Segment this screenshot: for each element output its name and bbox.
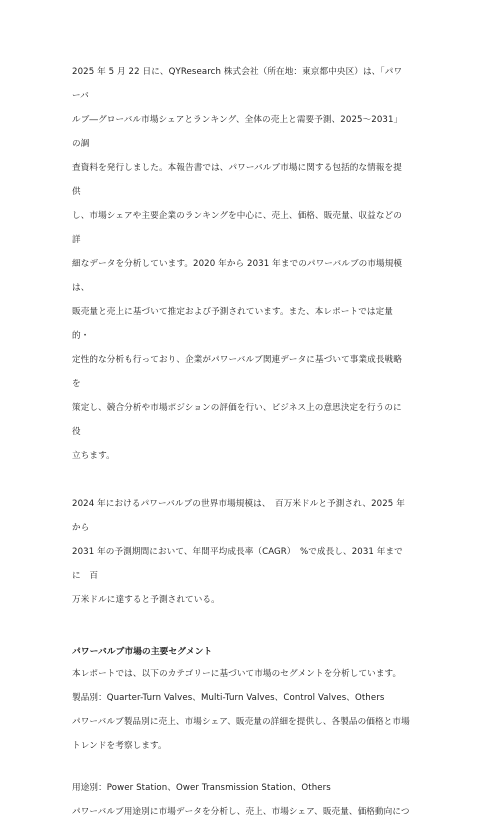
application-segment-description: パワーバルブ用途別に市場データを分析し、売上、市場シェア、販売量、価格動向につ <box>72 807 410 817</box>
intro-paragraph: 2025 年 5 月 22 日に、QYResearch 株式会社（所在地：東京都中央区）は、「パワーバ ルブ―グローバル市場シェアとランキング、全体の売上と需要予測、2025～2031」の調 査資料を発行しました。本報告書では、パワーバルブ市場に関する包括的な情報を提供 し、市場シェアや主要企業のランキングを中心に、売上、価格、販売量、収益などの詳 細なデータを分析しています。2020 年から 2031 年までのパワーバルブの市場規模は、 販売量と売上に基づいて推定および予測されています。また、本レポートでは定量的・ 定性的な分析も行っており、企業がパワーバルブ関連データに基づいて事業成長戦略を 策定し、競合分析や市場ポジションの評価を行い、ビジネス上の意思決定を行うのに役 立ちます。 <box>72 67 403 461</box>
product-segment-line: 製品別：Quarter-Turn Valves、Multi-Turn Valves、Control Valves、Others <box>72 693 385 703</box>
application-segment-line: 用途別：Power Station、Ower Transmission Station、Others <box>72 783 331 793</box>
segment-heading: パワーバルブ市場の主要セグメント <box>72 647 213 657</box>
segment-intro: 本レポートでは、以下のカテゴリーに基づいて市場のセグメントを分析しています。 <box>72 669 402 679</box>
market-size-paragraph: 2024 年におけるパワーバルブの世界市場規模は、 百万米ドルと予測され、2025 年から 2031 年の予測期間において、年間平均成長率（CAGR） %で成長し、2031 年までに 百 万米ドルに達すると予測されている。 <box>72 499 405 605</box>
product-segment-description: パワーバルブ製品別に売上、市場シェア、販売量の詳細を提供し、各製品の価格と市場 トレンドを考察します。 <box>72 717 410 751</box>
document-body <box>72 60 410 824</box>
